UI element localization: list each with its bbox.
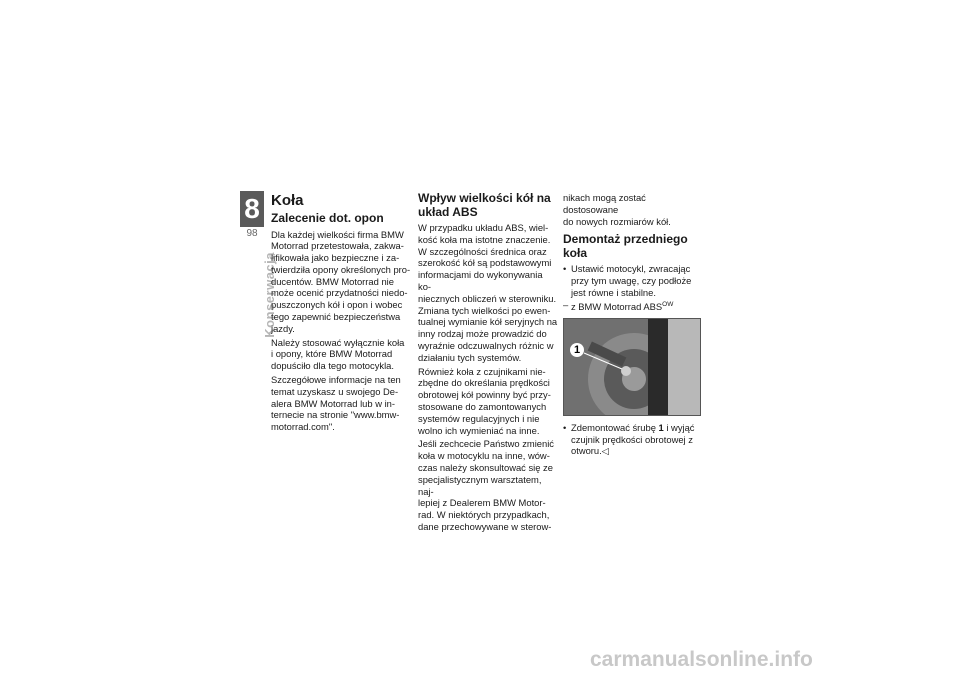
- page-number: 98: [246, 228, 258, 239]
- dash-text: [571, 299, 673, 313]
- column-middle: [418, 192, 558, 535]
- bullet-text-part: i wyjąć czujnik prędkości obrotowej z otworu.◁: [571, 421, 695, 457]
- section-heading-front-wheel-removal: Demontaż przedniego koła: [563, 232, 688, 260]
- wheel-photo-illustration: [564, 319, 700, 415]
- paragraph: Należy stosować wyłącznie koła i opony, które BMW Motorrad dopuściło dla tego motocykla.: [271, 336, 405, 372]
- section-heading-abs: Wpływ wielkości kół na układ ABS: [418, 191, 551, 219]
- dash-item: [563, 299, 703, 313]
- dash-label: z BMW Motorrad ABS: [571, 300, 663, 312]
- bullet-text-part: Zdemontować śrubę: [571, 421, 659, 433]
- column-right: [563, 192, 703, 457]
- dash-superscript: OW: [662, 300, 674, 308]
- paragraph: Również koła z czujnikami nie- zbędne do określania prędkości obrotowej kół powinny być przy- stosowane do zamontowanych systemów regulacyjnych i nie wolno ich wymieniać na inne.: [418, 365, 551, 436]
- bullet-item: [563, 422, 703, 457]
- bullet-item: [563, 263, 703, 298]
- callout-number: 1: [570, 343, 584, 357]
- chapter-number-tab: 8: [240, 191, 264, 227]
- section-heading-tyre-recommendation: Zalecenie dot. opon: [271, 211, 384, 225]
- paragraph: W przypadku układu ABS, wiel- kość koła ma istotne znaczenie. W szczególności średnica oraz szerokość kół są podstawowymi informacjami do wykonywania ko- niecznych obliczeń w sterowniku. Zmiana tych wielkości po ewen- tualnej wymianie kół seryjnych na inny rodzaj może prowadzić do wyraźnie odczuwalnych różnic w działaniu tych systemów.: [418, 222, 558, 363]
- paragraph: Szczegółowe informacje na ten temat uzyskasz u swojego De- alera BMW Motorrad lub w in- ternecie na stronie "www.bmw- motorrad.com".: [271, 374, 401, 433]
- bullet-mark: •: [563, 263, 567, 275]
- page-title: Koła: [271, 192, 304, 209]
- chapter-side-label: Konserwacja: [262, 252, 277, 338]
- paragraph: Jeśli zechcecie Państwo zmienić koła w motocyklu na inne, wów- czas należy skonsultować się ze specjalistycznym warsztatem, naj- lepiej z Dealerem BMW Motor- rad. W niektórych przypadkach, dane przechowywane w sterow-: [418, 438, 554, 532]
- watermark: carmanualsonline.info: [590, 648, 813, 671]
- paragraph: nikach mogą zostać dostosowane do nowych rozmiarów kół.: [563, 192, 671, 227]
- bullet-text: [571, 422, 695, 457]
- dash-mark: –: [563, 298, 569, 310]
- column-left: [271, 192, 411, 435]
- paragraph: Dla każdej wielkości firma BMW Motorrad przetestowała, zakwa- lifikowała jako bezpieczne i za- twierdziła opony określonych pro- ducentów. BMW Motorrad nie może ocenić przydatności niedo- puszczonych kół i opon i wobec tego zapewnić bezpieczeństwa jazdy.: [271, 228, 411, 334]
- bullet-mark: •: [563, 421, 567, 433]
- bullet-text: Ustawić motocykl, zwracając przy tym uwagę, czy podłoże jest równe i stabilne.: [571, 263, 692, 298]
- wheel-sensor-photo: [563, 318, 701, 416]
- reference-number: 1: [658, 421, 664, 433]
